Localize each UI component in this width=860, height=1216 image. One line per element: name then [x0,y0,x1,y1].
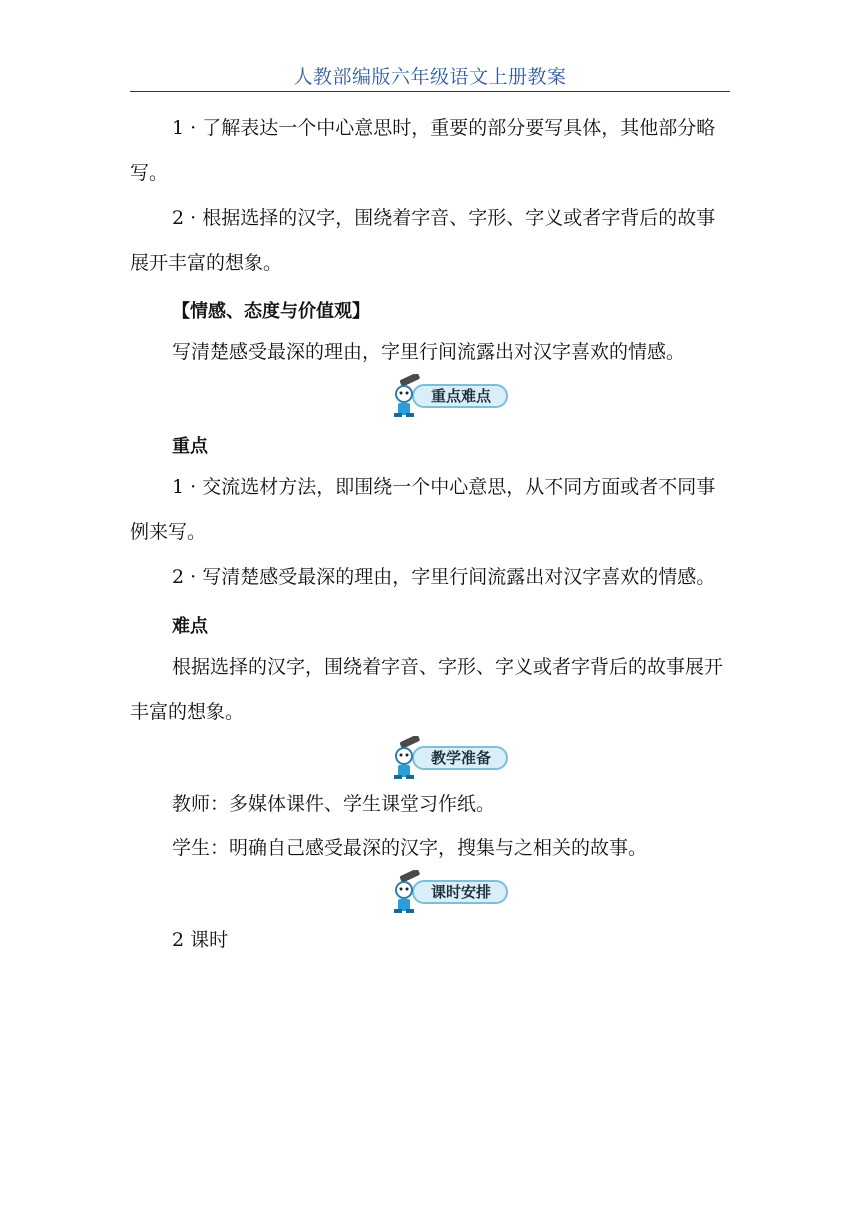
key-point-2: 2 · 写清楚感受最深的理由，字里行间流露出对汉字喜欢的情感。 [172,566,716,588]
emotion-attitude-heading: 【情感、态度与价值观】 [172,301,370,322]
header-divider [130,91,730,92]
difficult-point: 根据选择的汉字，围绕着字音、字形、字义或者字背后的故事展开丰富的想象。 [130,656,724,723]
lesson-hours: 2 课时 [172,929,229,951]
key-points-heading: 重点 [172,436,208,457]
badge-schedule [390,874,512,914]
student-prep: 学生：明确自己感受最深的汉字，搜集与之相关的故事。 [172,837,648,859]
badge-label: 重点难点 [430,387,491,405]
page-header-title: 人教部编版六年级语文上册教案 [293,66,567,88]
difficult-points-heading: 难点 [172,616,208,637]
badge-label: 课时安排 [430,883,491,901]
teacher-prep: 教师：多媒体课件、学生课堂习作纸。 [172,793,496,815]
badge-label: 教学准备 [430,749,491,767]
objective-paragraph-1: 1 · 了解表达一个中心意思时，重要的部分要写具体，其他部分略写。 [130,117,716,184]
emotion-paragraph: 写清楚感受最深的理由，字里行间流露出对汉字喜欢的情感。 [172,341,686,363]
badge-key-difficult [390,378,512,418]
key-point-1: 1 · 交流选材方法，即围绕一个中心意思，从不同方面或者不同事例来写。 [130,476,716,543]
badge-teaching-prep [390,740,512,780]
objective-paragraph-2: 2 · 根据选择的汉字，围绕着字音、字形、字义或者字背后的故事展开丰富的想象。 [130,207,716,274]
